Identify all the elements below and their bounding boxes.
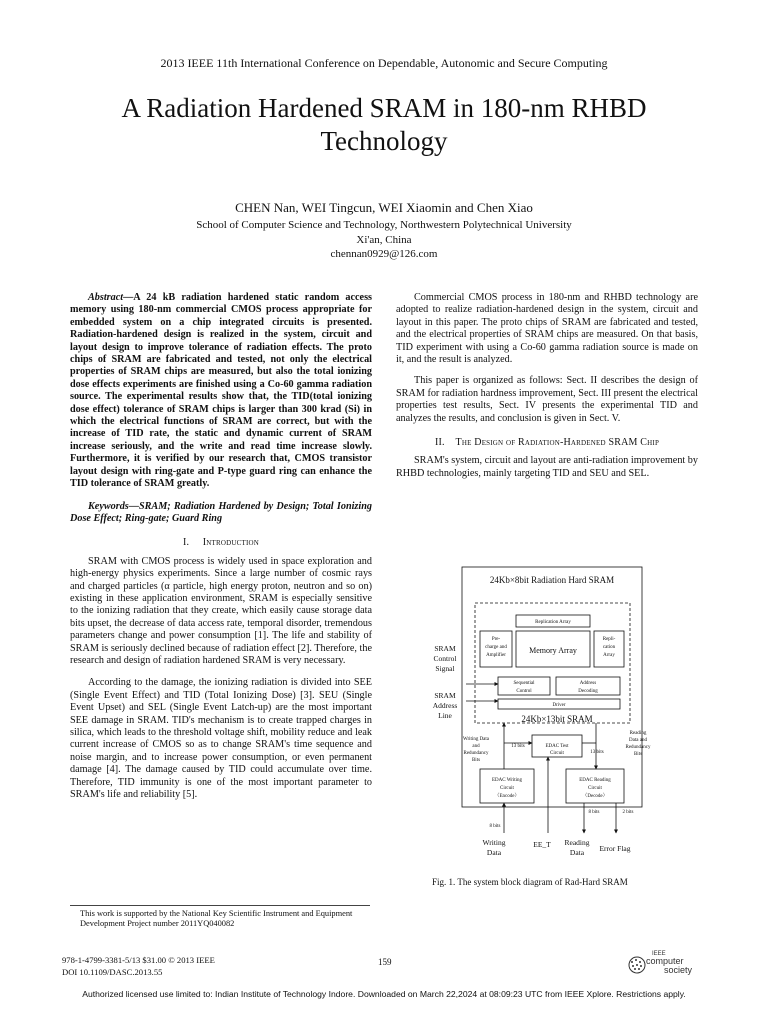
abstract-text: A 24 kB radiation hardened static random access memory using 180-nm commercial CMOS process appropriate for embedded system on a chip integrated circuits is presented. Radiation-hardened design is realized in the system, circuit and layout design to improve tolerance of radiation effects. The proto chips of SRAM are fabricated and tested, not only the electrical properties of SRAM chips are measured, but also the total ionizing dose effects experiments are finished using a Co-60 gamma radiation source. The experimental results show that, the TID(total ionizing dose effect) tolerance of SRAM chips is larger than 300 krad (Si) in which the electrical functions of SRAM are correct, but with the increase of TID rate, the static and dynamic current of SRAM increase seriously, and the write and read time increase slowly. Furthermore, it is verified by our research that, CMOS transistor layout design with ring-gate and P-type guard ring can enhance the TID tolerance of SRAM greatly. <box>70 292 372 490</box>
bits13-right-label: 13 bits <box>590 750 604 755</box>
driver-label: Driver <box>552 703 566 708</box>
control-signal-label-2: Control <box>433 654 457 663</box>
bits2-label: 2 bits <box>622 810 634 815</box>
keywords-label: Keywords— <box>88 500 139 512</box>
edac-reading-label-3: （Decode） <box>582 794 608 799</box>
address-decoding-label-2: Decoding <box>578 689 598 694</box>
bits8-left-label: 8 bits <box>489 824 501 829</box>
ee-t-label: EE_T <box>533 840 551 849</box>
address-line-label-3: Line <box>438 711 452 720</box>
edac-writing-label-3: （Encode） <box>494 794 520 799</box>
society-globe-icon <box>626 954 648 976</box>
abstract: Abstract—A 24 kB radiation hardened static random access memory using 180-nm commercial CMOS process appropriate for embedded system on a chip integrated circuits is presented. Radiation-hardened design is realized in the system, circuit and layout design to improve tolerance of radiation effects. The proto chips of SRAM are fabricated and tested, not only the electrical properties of SRAM chips are measured, but also the total ionizing dose effects experiments are finished using a Co-60 gamma radiation source. The experimental results show that, the TID(total ionizing dose effect) tolerance of SRAM chips is larger than 300 krad (Si) in which the electrical functions of SRAM are correct, but with the increase of TID rate, the static and dynamic current of SRAM increase seriously, and the write and read time increase slowly. Furthermore, it is verified by our research that, CMOS transistor layout design with ring-gate and P-type guard ring can enhance the TID tolerance of SRAM greatly. <box>70 292 372 490</box>
reading-redundancy-label-4: Bits <box>633 752 643 757</box>
precharge-label-2: charge and <box>485 645 507 650</box>
footnote: This work is supported by the National Key Scientific Instrument and Equipment Development Project number 2011YQ040082 <box>80 909 353 928</box>
section-heading-design <box>396 437 698 449</box>
address-line-label-1: SRAM <box>434 691 456 700</box>
intro-paragraph-2: According to the damage, the ionizing radiation is divided into SEE (Single Event Effect) and TID (Total Ionizing Dose) [3]. SEU (Single Event Upset) and SEL (Single Event Latch-up) are the most important SEE damage in SRAM. TID's mechanism is to create trapped charges in silica, which leads to the threshold voltage shift, mobility reduce and leak current increase of CMOS so as to change SRAM's time sequence and noise margin, and to increase power consumption, or even permanent damage [4]. The damage caused by TID could accumulate over time. Therefore, TID immunity is one of the most important parameter to SRAM's life and reliability [5]. <box>70 677 372 801</box>
precharge-label-3: Amplifier <box>486 653 506 658</box>
writing-redundancy-label-3: Redundancy <box>463 751 489 756</box>
authorized-use-notice: Authorized licensed use limited to: Indian Institute of Technology Indore. Downloaded on March 22,2024 at 08:09:23 UTC from IEEE Xplore. Restrictions apply. <box>82 989 686 999</box>
location: Xi'an, China <box>356 234 412 246</box>
writing-data-label-2: Data <box>486 848 502 857</box>
address-line-label-2: Address <box>432 701 458 710</box>
right-column <box>396 292 698 480</box>
edac-test-label-2: Circuit <box>550 751 564 756</box>
error-flag-label: Error Flag <box>599 844 631 853</box>
edac-writing-label-2: Circuit <box>500 786 514 791</box>
sequential-label-2: Control <box>516 689 532 694</box>
control-signal-label-3: Signal <box>435 664 455 673</box>
title-line-1: A Radiation Hardened SRAM in 180-nm RHBD <box>121 93 647 123</box>
memory-array-label: Memory Array <box>529 646 577 655</box>
footnote-rule <box>70 905 370 906</box>
writing-redundancy-label-4: Bits <box>471 758 481 763</box>
reading-redundancy-label-2: Data and <box>629 738 647 743</box>
writing-redundancy-label-1: Writing Data <box>462 737 490 742</box>
writing-redundancy-label-2: and <box>472 744 480 749</box>
reading-redundancy-label-3: Redundancy <box>625 745 651 750</box>
abstract-label: Abstract <box>88 292 124 303</box>
replication-side-label-3: Array <box>603 653 615 658</box>
inner-title: 24Kb×13bit SRAM <box>521 714 593 724</box>
section-number: II. <box>434 437 445 449</box>
society-society: society <box>664 965 693 975</box>
section-heading-introduction <box>70 537 372 549</box>
section-number: I. <box>182 537 190 549</box>
edac-writing-label-1: EDAC Writing <box>491 778 523 783</box>
affiliation: School of Computer Science and Technology, Northwestern Polytechnical University <box>196 219 572 231</box>
edac-reading-label-1: EDAC Reading <box>579 778 611 783</box>
writing-data-label-1: Writing <box>482 838 506 847</box>
right-paragraph-1: Commercial CMOS process in 180-nm and RHBD technology are adopted to realize radiation-hardened design in the system, circuit and layout in this paper. The proto chips of SRAM are fabricated and tested, and the electrical properties of SRAM chips are measured. On that basis, TID experiment with using a Co-60 gamma radiation source is made on it, and the result is analyzed. <box>396 292 698 366</box>
reading-data-label-2: Data <box>569 848 585 857</box>
title-line-2: Technology <box>320 126 448 156</box>
replication-side-label-2: cation <box>602 645 616 650</box>
intro-paragraph-1: SRAM with CMOS process is widely used in space exploration and high-energy physics experiments. Since a large number of cosmic rays and charged particles (α particle, high energy proton, neutron and so on) existing in these application environment, SRAM is especially sensitive to the ionizing radiation that they create, which easily cause storage data bits upset, the decrease of data access rate, temporal disorder, tremendous parameters change and power consumption [1]. The life and stability of SRAM is seriously declined because of radiation effect [2]. Therefore, the research and design of radiation hardened SRAM is very necessary. <box>70 555 372 666</box>
block-diagram-figure <box>420 565 652 871</box>
right-paragraph-3: SRAM's system, circuit and layout are anti-radiation improvement by RHBD technologies, mainly targeting TID and SEU and SEL. <box>396 455 698 479</box>
replication-side-label-1: Repli- <box>602 637 616 642</box>
control-signal-label-1: SRAM <box>434 644 456 653</box>
reading-data-label-1: Reading <box>564 838 590 847</box>
doi[interactable]: DOI 10.1109/DASC.2013.55 <box>62 967 163 977</box>
edac-reading-label-2: Circuit <box>588 786 602 791</box>
author-email[interactable]: chennan0929@126.com <box>330 248 438 260</box>
right-paragraph-2: This paper is organized as follows: Sect. II describes the design of SRAM for radiation hardness improvement, Sect. III present the electrical properties test results, Sect. IV presents the experimental TID and analyzes the results, and conclusion is given in Sect. V. <box>396 375 698 424</box>
society-ieee: IEEE <box>652 951 666 957</box>
replication-array-label: Replication Array <box>535 620 571 625</box>
computer-society-logo <box>626 951 696 977</box>
bits13-left-label: 13 bits <box>511 744 525 749</box>
isbn: 978-1-4799-3381-5/13 $31.00 © 2013 IEEE <box>62 955 215 965</box>
footer-ids <box>62 954 215 978</box>
reading-redundancy-label-1: Reading <box>629 731 647 736</box>
bits8-right-label: 8 bits <box>588 810 600 815</box>
keywords <box>70 501 372 526</box>
conference-header: 2013 IEEE 11th International Conference on Dependable, Autonomic and Secure Computing <box>160 56 608 70</box>
sequential-label-1: Sequential <box>513 681 535 686</box>
edac-test-label-1: EDAC Test <box>545 744 569 749</box>
society-computer: computer <box>646 956 684 966</box>
outer-title: 24Kb×8bit Radiation Hard SRAM <box>489 575 615 585</box>
figure-caption: Fig. 1. The system block diagram of Rad-Hard SRAM <box>432 877 628 887</box>
page-number: 159 <box>378 957 392 967</box>
keywords-text: SRAM; Radiation Hardened by Design; Total Ionizing Dose Effect; Ring-gate; Guard Ring <box>70 500 372 524</box>
left-column <box>70 292 372 801</box>
precharge-label-1: Pre- <box>491 637 501 642</box>
address-decoding-label-1: Address <box>579 681 597 686</box>
author-list: CHEN Nan, WEI Tingcun, WEI Xiaomin and Chen Xiao <box>235 200 533 215</box>
section-title: Introduction <box>202 537 260 549</box>
paper-title <box>60 92 708 158</box>
section-title: The Design of Radiation-Hardened SRAM Chip <box>455 437 660 449</box>
